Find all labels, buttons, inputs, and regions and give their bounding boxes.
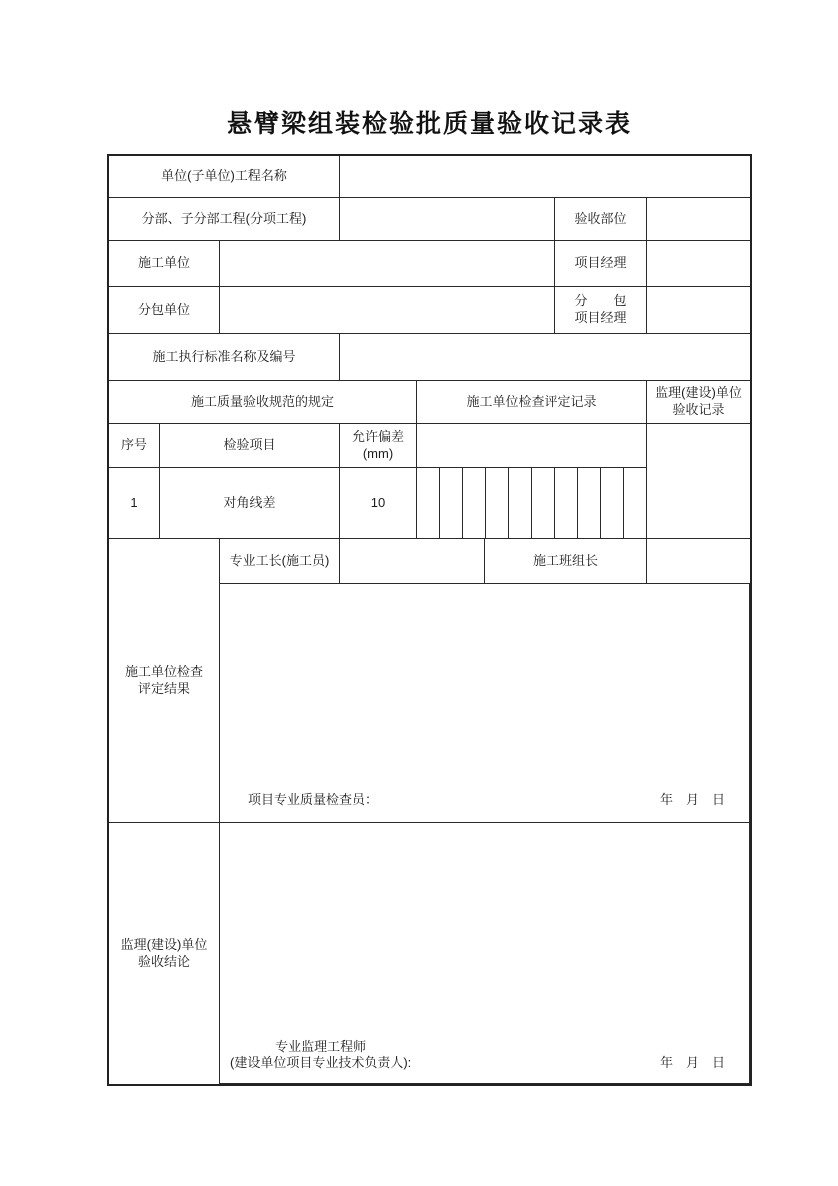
subdivision-value[interactable] xyxy=(340,198,555,241)
measurement-cell[interactable] xyxy=(486,468,509,538)
check-date: 年 月 日 xyxy=(659,792,725,807)
sub-manager-value[interactable] xyxy=(647,287,750,334)
spec-header: 施工质量验收规范的规定 xyxy=(109,381,417,424)
subcontractor-value[interactable] xyxy=(220,287,555,334)
row-seq: 1 xyxy=(109,468,160,539)
construction-unit-label: 施工单位 xyxy=(109,241,220,287)
supervisor-signer-block xyxy=(230,1039,411,1072)
subdivision-label: 分部、子分部工程(分项工程) xyxy=(109,198,340,241)
supervision-conclusion-line1: 监理(建设)单位 xyxy=(120,936,208,952)
supervisor-signer-line2: (建设单位项目专业技术负责人): xyxy=(230,1054,412,1070)
foreman-value[interactable] xyxy=(340,539,485,584)
col-tolerance-header xyxy=(340,424,417,468)
acceptance-part-value[interactable] xyxy=(647,198,750,241)
supervision-record-header xyxy=(647,381,750,424)
check-result-area[interactable] xyxy=(220,584,750,823)
form-table xyxy=(107,154,752,1086)
sub-manager-label-line1: 分 包 xyxy=(574,293,627,309)
inspector-label: 项目专业质量检查员： xyxy=(248,792,379,807)
supervision-conclusion-label xyxy=(109,823,220,1084)
page-title: 悬臂梁组装检验批质量验收记录表 xyxy=(226,111,632,138)
standard-value[interactable] xyxy=(340,334,750,381)
standard-label: 施工执行标准名称及编号 xyxy=(109,334,340,381)
row-tolerance: 10 xyxy=(340,468,417,539)
check-record-header: 施工单位检查评定记录 xyxy=(417,381,647,424)
check-result-label-line1: 施工单位检查 xyxy=(124,663,203,679)
team-leader-value[interactable] xyxy=(647,539,750,584)
check-result-label-line2: 评定结果 xyxy=(137,680,190,696)
supervision-date: 年 月 日 xyxy=(659,1055,725,1070)
unit-project-label: 单位(子单位)工程名称 xyxy=(109,156,340,198)
measurement-cell[interactable] xyxy=(555,468,578,538)
col-tolerance-line1: 允许偏差 xyxy=(351,428,404,444)
project-manager-value[interactable] xyxy=(647,241,750,287)
supervision-conclusion-line2: 验收结论 xyxy=(137,953,190,969)
measurement-cell[interactable] xyxy=(509,468,532,538)
supervision-record-cell[interactable] xyxy=(647,424,750,539)
supervision-header-line1: 监理(建设)单位 xyxy=(655,385,742,401)
measurement-row xyxy=(417,468,647,539)
measurement-cell[interactable] xyxy=(578,468,601,538)
subcontractor-label: 分包单位 xyxy=(109,287,220,334)
measurement-cell[interactable] xyxy=(440,468,463,538)
project-manager-label: 项目经理 xyxy=(555,241,647,287)
check-record-blank-header[interactable] xyxy=(417,424,647,468)
team-leader-label: 施工班组长 xyxy=(485,539,647,584)
measurement-cell[interactable] xyxy=(532,468,555,538)
col-item-header: 检验项目 xyxy=(160,424,340,468)
sub-manager-label-line2: 项目经理 xyxy=(574,310,627,325)
construction-unit-value[interactable] xyxy=(220,241,555,287)
foreman-label: 专业工长(施工员) xyxy=(220,539,340,584)
col-tolerance-line2: (mm) xyxy=(362,445,394,461)
unit-project-value[interactable] xyxy=(340,156,750,198)
row-item: 对角线差 xyxy=(160,468,340,539)
measurement-cell[interactable] xyxy=(624,468,646,538)
supervision-header-line2: 验收记录 xyxy=(672,402,725,417)
check-result-label xyxy=(109,539,220,823)
sub-manager-label xyxy=(555,287,647,334)
acceptance-part-label: 验收部位 xyxy=(555,198,647,241)
col-seq-header: 序号 xyxy=(109,424,160,468)
measurement-cell[interactable] xyxy=(463,468,486,538)
measurement-cell[interactable] xyxy=(417,468,440,538)
measurement-cell[interactable] xyxy=(601,468,624,538)
supervision-conclusion-area[interactable] xyxy=(220,823,750,1084)
supervisor-signer-line1: 专业监理工程师 xyxy=(275,1038,367,1054)
